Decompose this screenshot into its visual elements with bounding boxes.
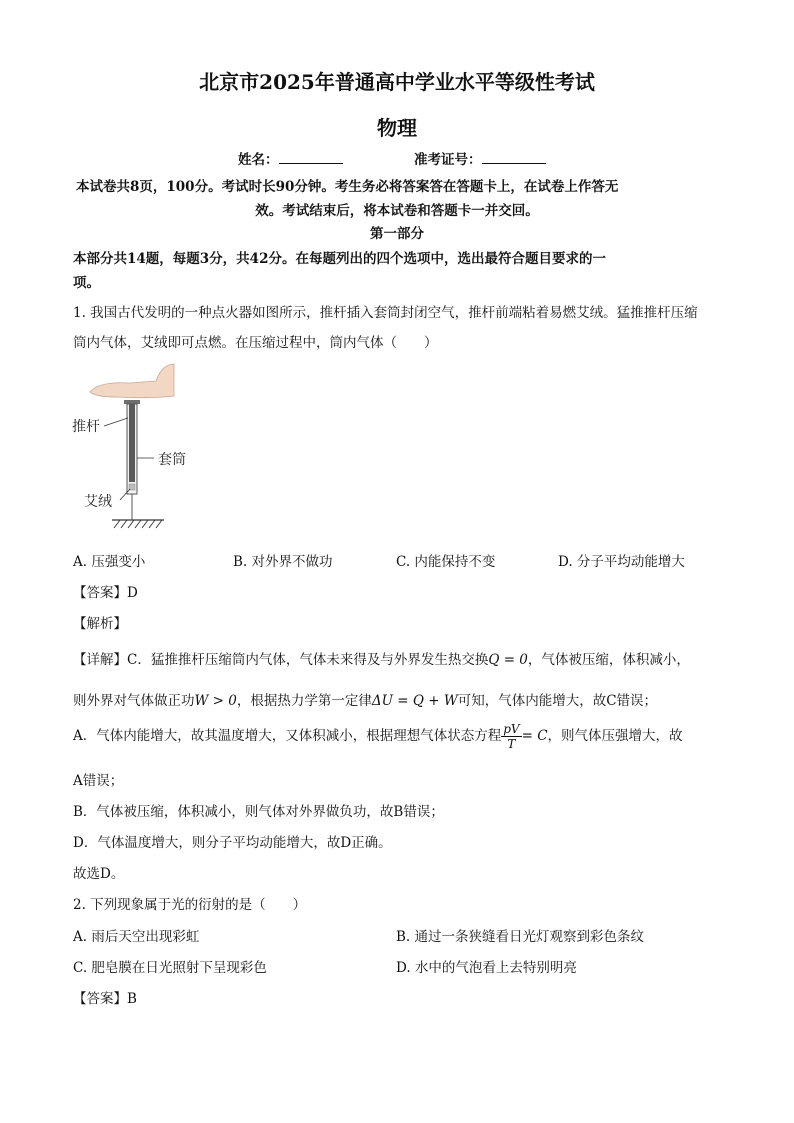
formula-w-positive: W > 0 bbox=[194, 693, 237, 709]
detail-text: 【详解】C．猛推推杆压缩筒内气体，气体未来得及与外界发生热交换 bbox=[73, 652, 489, 668]
formula-first-law: ΔU = Q + W bbox=[371, 693, 458, 709]
detail-text: 可知，气体内能增大，故C错误； bbox=[457, 693, 658, 709]
q1-detail-line-3 bbox=[73, 722, 683, 751]
label-tinder: 艾绒 bbox=[84, 494, 112, 510]
q2-option-b: B. 通过一条狭缝看日光灯观察到彩色条纹 bbox=[396, 929, 645, 945]
ground-hatch bbox=[114, 520, 162, 528]
label-rod: 推杆 bbox=[72, 419, 100, 435]
name-blank bbox=[279, 151, 343, 164]
formula-equals-c: = C bbox=[521, 728, 548, 744]
exam-id-blank bbox=[482, 151, 546, 164]
q2-option-d: D. 水中的气泡看上去特别明亮 bbox=[396, 960, 577, 976]
fraction-numerator: pV bbox=[503, 722, 520, 736]
detail-text: 则外界对气体做正功 bbox=[73, 693, 195, 709]
detail-text: ，根据热力学第一定律 bbox=[236, 693, 372, 709]
instructions-line-1: 本试卷共8页，100分。考试时长90分钟。考生务必将答案答在答题卡上，在试卷上作答无 bbox=[76, 179, 619, 195]
formula-fraction bbox=[501, 722, 521, 751]
q1-detail-line-1 bbox=[73, 648, 690, 668]
q1-option-c: C. 内能保持不变 bbox=[396, 554, 496, 570]
q1-detail-line-2 bbox=[73, 689, 657, 709]
formula-q-zero: Q = 0 bbox=[488, 652, 528, 668]
q1-detail-line-5: B．气体被压缩，体积减小，则气体对外界做负功，故B错误； bbox=[73, 804, 444, 820]
q2-option-c: C. 肥皂膜在日光照射下呈现彩色 bbox=[73, 960, 267, 976]
q1-option-d: D. 分子平均动能增大 bbox=[558, 554, 685, 570]
q2-stem: 2. 下列现象属于光的衍射的是（ ） bbox=[73, 897, 307, 913]
fraction-denominator: T bbox=[507, 737, 516, 751]
part-desc-line-2: 项。 bbox=[73, 275, 100, 291]
q1-stem-line-1: 1. 我国古代发明的一种点火器如图所示，推杆插入套筒封闭空气，推杆前端粘着易燃艾绒。猛推推杆压缩 bbox=[73, 305, 698, 321]
detail-text: ，气体被压缩，体积减小， bbox=[527, 652, 690, 668]
q1-detail-line-6: D．气体温度增大，则分子平均动能增大，故D正确。 bbox=[73, 835, 392, 851]
name-label: 姓名： bbox=[238, 152, 279, 168]
exam-id-field bbox=[414, 148, 546, 168]
detail-text: ，则气体压强增大，故 bbox=[547, 728, 683, 744]
q1-stem-line-2: 筒内气体，艾绒即可点燃。在压缩过程中，筒内气体（ ） bbox=[73, 335, 438, 351]
q1-option-b: B. 对外界不做功 bbox=[233, 554, 333, 570]
subject-title: 物理 bbox=[377, 116, 417, 140]
detail-text: A．气体内能增大，故其温度增大，又体积减小，根据理想气体状态方程 bbox=[73, 728, 502, 744]
label-tube: 套筒 bbox=[158, 452, 186, 468]
q1-answer: 【答案】D bbox=[73, 585, 138, 601]
q1-option-a: A. 压强变小 bbox=[73, 554, 146, 570]
name-field bbox=[238, 148, 343, 168]
q1-analysis-label: 【解析】 bbox=[73, 616, 127, 632]
part-title: 第一部分 bbox=[370, 226, 424, 242]
exam-title: 北京市2025年普通高中学业水平等级性考试 bbox=[199, 70, 595, 94]
fire-piston-figure bbox=[68, 360, 208, 535]
exam-id-label: 准考证号： bbox=[414, 152, 482, 168]
q2-option-a: A. 雨后天空出现彩虹 bbox=[73, 929, 200, 945]
rod-cap bbox=[124, 400, 140, 404]
part-desc-line-1: 本部分共14题，每题3分，共42分。在每题列出的四个选项中，选出最符合题目要求的一 bbox=[73, 251, 606, 267]
q2-answer: 【答案】B bbox=[73, 991, 137, 1007]
push-rod bbox=[129, 404, 135, 482]
q1-detail-line-7: 故选D。 bbox=[73, 866, 125, 882]
rod-leader bbox=[104, 418, 128, 426]
instructions-line-2: 效。考试结束后，将本试卷和答题卡一并交回。 bbox=[255, 203, 539, 219]
q1-detail-line-4: A错误； bbox=[73, 773, 124, 789]
hand-illustration bbox=[90, 364, 174, 398]
